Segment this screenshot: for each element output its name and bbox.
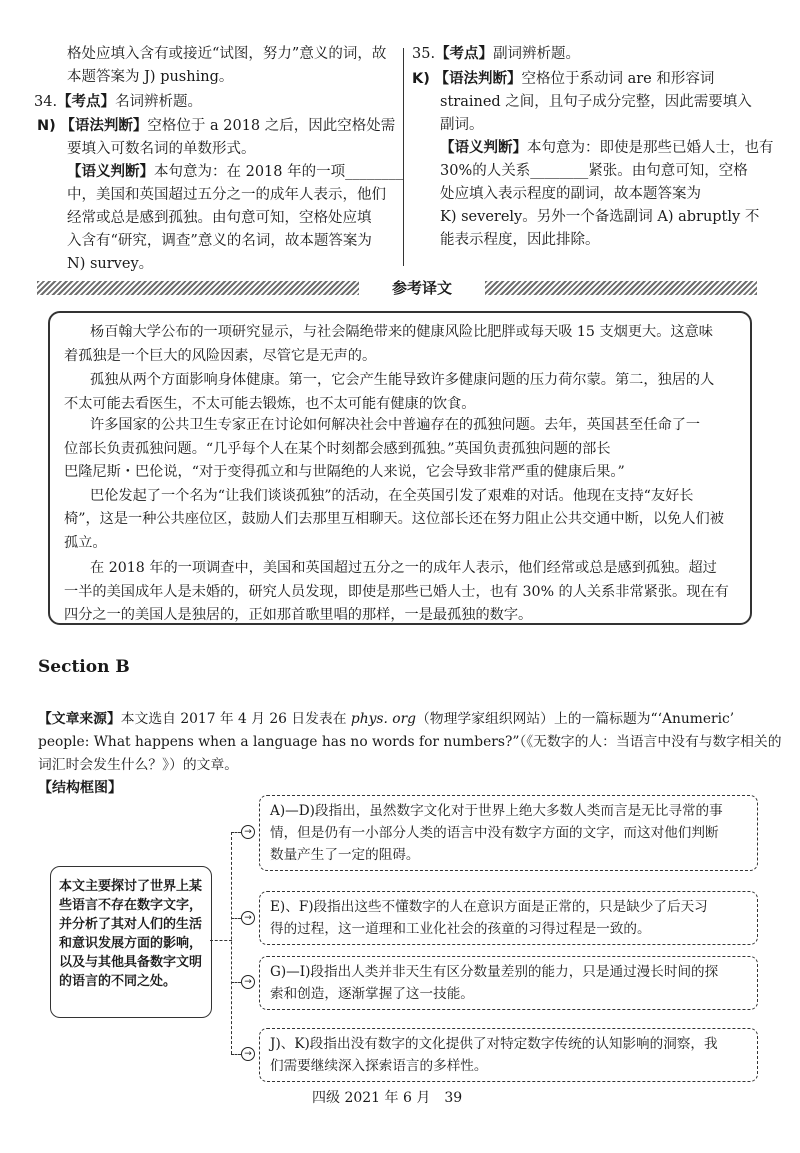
summary-box [50,866,212,1018]
translation-line: 一半的美国成年人是未婚的，研究人员发现，即使是那些已婚人士，也有 30% 的人关系非常紧张。现在有 [64,584,729,600]
q35-meaning-text-4: K) severely。另外一个备选副词 A) abruptly 不 [440,209,760,225]
structure-box-ef-line-2: 得的过程，这一道理和工业化社会的孩童的习得过程是一致的。 [270,921,651,937]
structure-tag: 【结构框图】 [38,780,122,796]
connector-horizontal-main [210,940,232,941]
translation-line: 杨百翰大学公布的一项研究显示，与社会隔绝带来的健康风险比肥胖或每天吸 15 支烟更大。这意味 [90,324,713,340]
q35-grammar-text-3: 副词。 [440,117,484,133]
structure-box-ad-line-3: 数量产生了一定的阻碍。 [270,847,420,863]
structure-box-jk-line-1: J)、K)段指出没有数字的文化提供了对特定数字传统的认知影响的洞察，我 [270,1036,718,1052]
q35-meaning-text-5: 能表示程度，因此排除。 [440,232,600,248]
q34-tag: 【考点】 [57,94,116,110]
q35-answer-letter: K) [412,71,430,87]
q34-grammar-text-1: 空格位于 a 2018 之后，因此空格处需 [147,118,396,134]
structure-box-jk-line-2: 们需要继续深入探索语言的多样性。 [270,1058,488,1074]
connector-vertical [231,832,232,1054]
translation-line: 椅”，这是一种公共座位区，鼓励人们去那里互相聊天。这位部长还在努力阻止公共交通中断，以免人们被 [64,511,724,527]
page-footer: 四级 2021 年 6 月 39 [312,1090,463,1106]
structure-box-gi-line-2: 索和创造，逐渐掌握了这一技能。 [270,986,474,1002]
source-text-c: （物理学家组织网站）上的一篇标题为“‘Anumeric’ [416,711,735,727]
connector-branch-3 [231,982,241,983]
structure-box-gi [259,956,758,1010]
connector-branch-4 [231,1054,241,1055]
source-line-2: people: What happens when a language has no words for numbers?”（《无数字的人：当语言中没有与数字相关的 [38,734,782,750]
arrow-circle-icon: → [241,1047,255,1061]
q34-number: 34. [34,94,58,110]
q35-grammar-text-2: strained 之间，且句子成分完整，因此需要填入 [440,94,752,110]
band-pattern-right [485,281,757,295]
arrow-circle-icon: → [241,911,255,925]
q35-grammar-text-1: 空格位于系动词 are 和形容词 [521,71,715,87]
structure-box-ef [259,891,758,945]
q34-meaning-text-2: 中，美国和英国超过五分之一的成年人表示，他们 [67,187,386,203]
translation-line: 位部长负责孤独问题。“几乎每个人在某个时刻都会感到孤独。”英国负责孤独问题的部长 [64,441,611,457]
q35-meaning-tag: 【语义判断】 [440,140,527,156]
translation-line: 巴隆尼斯・巴伦说，“对于变得孤立和与世隔绝的人来说，它会导致非常严重的健康后果。” [64,464,625,480]
column-divider [403,48,404,266]
translation-line: 着孤独是一个巨大的风险因素，尽管它是无声的。 [64,348,377,364]
q34-meaning-tag: 【语义判断】 [67,164,154,180]
q35-title: 副词辨析题。 [493,46,581,62]
q34-meaning [67,162,403,182]
translation-line: 巴伦发起了一个名为“让我们谈谈孤独”的活动，在全英国引发了艰难的对话。他现在支持“友好长 [90,488,694,504]
source-line-1 [38,709,734,729]
q34-grammar-text-2: 要填入可数名词的单数形式。 [67,141,256,157]
translation-line: 孤独从两个方面影响身体健康。第一，它会产生能导致许多健康问题的压力荷尔蒙。第二，独居的人 [90,372,715,388]
structure-box-ad-line-2: 情，但是仍有一小部分人类的语言中没有数字方面的文字，而这对他们判断 [270,825,719,841]
translation-line: 在 2018 年的一项调查中，美国和英国超过五分之一的成年人表示，他们经常或总是感到孤独。超过 [90,560,717,576]
q35-meaning-text-2: 30%的人关系________紧张。由句意可知，空格 [440,163,748,179]
translation-line: 孤立。 [64,535,107,551]
left-line-2: 本题答案为 J) pushing。 [67,69,234,85]
connector-branch-1 [231,832,241,833]
q35-number: 35. [412,46,436,62]
band-pattern-left [37,281,359,295]
translation-heading: 参考译文 [367,277,477,298]
q34-title: 名词辨析题。 [115,94,203,110]
q34-grammar-tag: 【语法判断】 [60,118,148,134]
q34-meaning-text-5: N) survey。 [67,256,154,272]
q34-answer-letter: N) [37,118,56,134]
source-tag: 【文章来源】 [38,711,121,727]
structure-box-ad [259,795,758,871]
left-line-1: 格处应填入含有或接近“试图，努力”意义的词，故 [67,46,387,62]
source-site: phys. org [350,711,417,727]
structure-box-jk [259,1028,758,1082]
summary-text: 本文主要探讨了世界上某些语言不存在数字文字，并分析了其对人们的生活和意识发展方面的影响，以及与其他具备数字文明的语言的不同之处。 [59,879,203,989]
q34-heading [34,92,202,112]
arrow-circle-icon: → [241,825,255,839]
structure-box-ef-line-1: E)、F)段指出这些不懂数字的人在意识方面是正常的，只是缺少了后天习 [270,899,708,915]
q35-meaning-text-3: 处应填入表示程度的副词，故本题答案为 [440,186,701,202]
q35-grammar [412,69,714,89]
q35-heading [412,44,580,64]
q35-meaning-text-1: 本句意为：即使是那些已婚人士，也有 [527,140,774,156]
arrow-circle-icon: → [241,975,255,989]
q34-meaning-text-4: 入含有“研究，调查”意义的名词，故本题答案为 [67,233,372,249]
structure-box-ad-line-1: A)—D)段指出，虽然数字文化对于世界上绝大多数人类而言是无比寻常的事 [270,803,723,819]
q35-meaning [440,138,774,158]
q34-meaning-text-1: 本句意为：在 2018 年的一项________ [154,164,404,180]
structure-box-gi-line-1: G)—I)段指出人类并非天生有区分数量差别的能力，只是通过漫长时间的探 [270,964,719,980]
translation-heading-band [37,277,757,299]
source-text-a: 本文选自 2017 年 4 月 26 日发表在 [120,711,351,727]
section-b-title: Section B [38,657,130,677]
q34-meaning-text-3: 经常或总是感到孤独。由句意可知，空格处应填 [67,210,372,226]
connector-branch-2 [231,918,241,919]
q34-grammar [37,116,395,136]
translation-line: 四分之一的美国人是独居的，正如那首歌里唱的那样，一是最孤独的数字。 [64,607,533,623]
source-line-3: 词汇时会发生什么？》）的文章。 [38,757,239,773]
q35-tag: 【考点】 [435,46,494,62]
translation-line: 许多国家的公共卫生专家正在讨论如何解决社会中普遍存在的孤独问题。去年，英国甚至任命了一 [90,417,701,433]
q35-grammar-tag: 【语法判断】 [434,71,522,87]
translation-line: 不太可能去看医生，不太可能去锻炼，也不太可能有健康的饮食。 [64,396,476,412]
